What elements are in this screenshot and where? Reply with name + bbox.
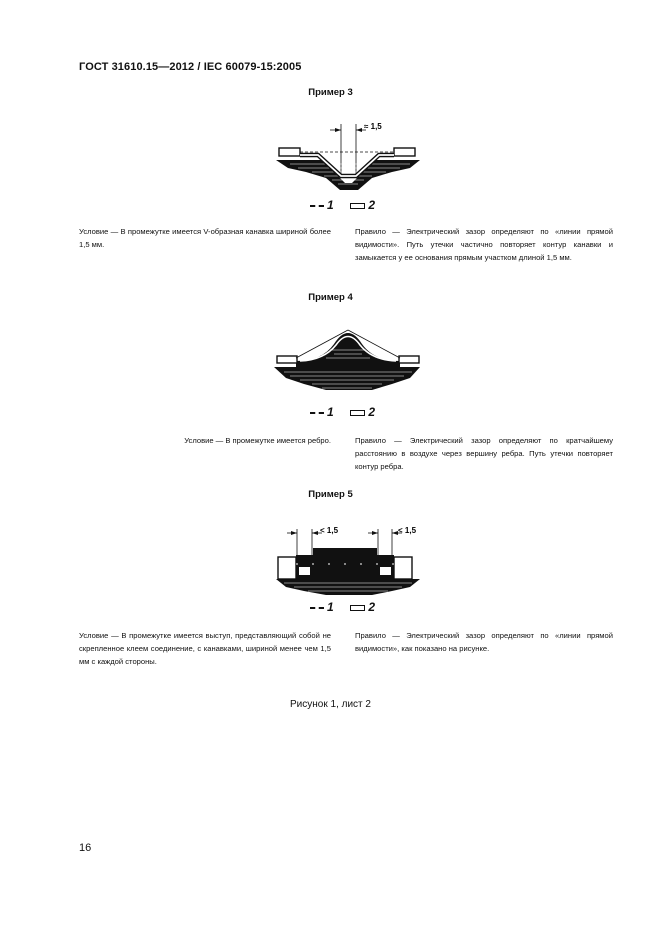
clearance-legend-symbol [310, 205, 324, 207]
example-4-legend [310, 405, 375, 419]
example-3-title: Пример 3 [308, 87, 353, 98]
example-5-rule: Правило — Электрический зазор определяют по «линии прямой видимости», как показано на рисунке. [355, 631, 613, 653]
page-number: 16 [79, 842, 92, 854]
legend-label-2: 2 [368, 600, 376, 614]
example-3-figure [0, 0, 661, 200]
legend-label-1: 1 [327, 405, 334, 419]
example-4-figure [0, 320, 661, 440]
example-5-dimension-right: < 1,5 [398, 526, 417, 535]
figure-caption: Рисунок 1, лист 2 [290, 699, 371, 710]
creepage-legend-symbol [350, 605, 365, 611]
creepage-legend-symbol [350, 410, 365, 416]
clearance-legend-symbol [310, 607, 324, 609]
example-3-rule: Правило — Электрический зазор определяют по «линии прямой видимости». Путь утечки частично повторяет контур канавки и замыкается у ее основания прямым участком длиной 1,5 мм. [355, 227, 613, 262]
example-3-dimension: ≈ 1,5 [364, 122, 382, 131]
document-header: ГОСТ 31610.15—2012 / IEC 60079-15:2005 [79, 61, 302, 73]
legend-label-2: 2 [368, 405, 376, 419]
creepage-legend-symbol [350, 203, 365, 209]
example-4-condition: Условие — В промежутке имеется ребро. [184, 436, 331, 445]
example-5-legend [310, 600, 375, 614]
example-3-condition: Условие — В промежутке имеется V-образная канавка шириной более 1,5 мм. [79, 227, 331, 249]
legend-label-1: 1 [327, 600, 334, 614]
example-4-rule: Правило — Электрический зазор определяют по кратчайшему расстоянию в воздухе через вершину ребра. Путь утечки повторяет контур ребра. [355, 436, 613, 471]
example-5-dimension-left: < 1,5 [320, 526, 339, 535]
example-5-title: Пример 5 [308, 489, 353, 500]
legend-label-1: 1 [327, 198, 334, 212]
example-5-condition: Условие — В промежутке имеется выступ, представляющий собой не скрепленное клеем соединение, с канавками, шириной менее чем 1,5 мм с каждой стороны. [79, 631, 331, 666]
clearance-legend-symbol [310, 412, 324, 414]
example-4-title: Пример 4 [308, 292, 353, 303]
legend-label-2: 2 [368, 198, 376, 212]
example-3-legend [310, 198, 375, 212]
